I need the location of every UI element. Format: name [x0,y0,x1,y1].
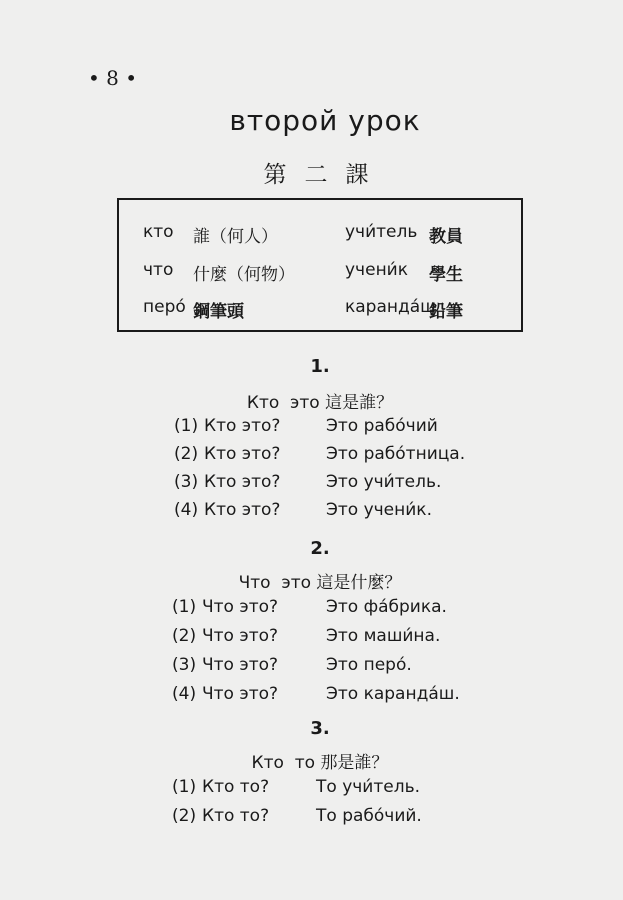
line-number: (4) [172,684,197,704]
vocab-translation: 教員 [429,227,463,247]
question: Что это? [202,684,279,704]
dialogue-line [172,684,460,704]
answer: Это перо́. [326,655,412,675]
vocab-word: кто [143,222,174,242]
vocab-row [119,222,521,246]
section-heading [0,748,623,773]
question: Что это? [202,626,279,646]
answer: Это фа́брика. [326,597,447,617]
vocab-translation: 什麼（何物） [193,265,295,285]
question: Кто это? [204,444,281,464]
vocab-word: что [143,260,174,280]
vocab-translation: 誰（何人） [193,227,278,247]
vocab-word: перо́ [143,297,186,317]
answer: То учи́тель. [316,777,420,797]
section-number: 1. [310,356,330,377]
section-heading-zh: 這是什麼？ [316,573,402,593]
section-number: 3. [310,718,330,739]
answer: Это маши́на. [326,626,441,646]
line-number: (1) [174,416,199,436]
section-heading-zh: 那是誰？ [320,753,389,773]
answer: Это учени́к. [326,500,432,520]
question: Кто то? [202,806,270,826]
dialogue-line [172,626,441,646]
section-heading-zh: 這是誰？ [325,393,394,413]
vocab-word: учени́к [345,260,408,280]
vocab-translation: 鉛筆 [429,302,463,322]
question: Что это? [202,655,279,675]
answer: Это каранда́ш. [326,684,460,704]
section-heading-ru: Что это [238,573,311,593]
dialogue-line [172,655,412,675]
section-heading [0,568,623,593]
dialogue-line [174,500,432,520]
vocab-word: учи́тель [345,222,418,242]
vocab-row [119,297,521,321]
line-number: (3) [172,655,197,675]
section-number: 2. [310,538,330,559]
line-number: (2) [172,806,197,826]
question: Кто то? [202,777,270,797]
question: Кто это? [204,500,281,520]
dialogue-line [172,777,420,797]
vocab-translation: 鋼筆頭 [193,302,244,322]
line-number: (4) [174,500,199,520]
lesson-subtitle: 第二課 [263,162,387,188]
dialogue-line [174,444,466,464]
question: Кто это? [204,416,281,436]
vocab-row [119,260,521,284]
line-number: (2) [172,626,197,646]
line-number: (1) [172,777,197,797]
section-heading-ru: Кто это [246,393,320,413]
line-number: (3) [174,472,199,492]
answer: Это рабо́тница. [326,444,466,464]
line-number: (1) [172,597,197,617]
page-number: • 8 • [88,66,138,90]
section-heading [0,388,623,413]
question: Что это? [202,597,279,617]
vocabulary-box [117,198,523,332]
section-heading-ru: Кто то [251,753,316,773]
dialogue-line [172,806,422,826]
answer: Это учи́тель. [326,472,442,492]
line-number: (2) [174,444,199,464]
lesson-title: второй урок [229,104,421,137]
vocab-word: каранда́ш [345,297,436,317]
question: Кто это? [204,472,281,492]
answer: То рабо́чий. [316,806,422,826]
answer: Это рабо́чий [326,416,438,436]
dialogue-line [174,416,438,436]
dialogue-line [174,472,442,492]
vocab-translation: 學生 [429,265,463,285]
dialogue-line [172,597,447,617]
